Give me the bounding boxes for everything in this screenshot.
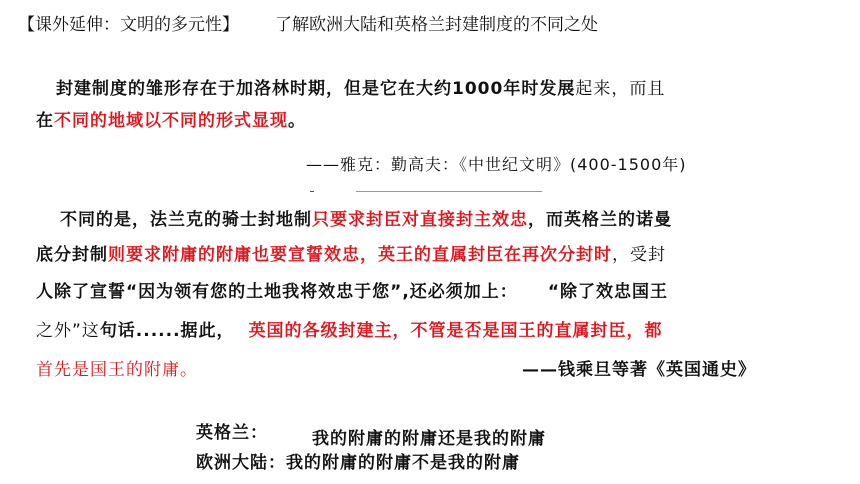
- summary-europe-text: 我的附庸的附庸不是我的附庸: [286, 453, 520, 473]
- quote2-line4-mid: 句话......据此，: [99, 321, 235, 341]
- title-right: 了解欧洲大陆和英格兰封建制度的不同之处: [275, 15, 598, 35]
- quote2-line2: [36, 240, 666, 265]
- quote1-line1: [56, 74, 665, 99]
- title-left: 【课外延伸：文明的多元性】: [18, 15, 239, 35]
- quote1-line1-tail: 起来，而且: [575, 79, 666, 99]
- quote2-line5: 首先是国王的附庸。: [36, 360, 198, 380]
- page-title: [18, 10, 598, 35]
- divider-line: [356, 191, 542, 192]
- divider-mark: [310, 191, 314, 192]
- quote2-line1: [60, 205, 672, 230]
- quote2-line1-text: 不同的是，法兰克的骑士封地制: [60, 210, 312, 230]
- quote1-source: ——雅克：勤高夫：《中世纪文明》(400-1500年): [306, 155, 687, 174]
- summary-europe-row: [196, 448, 520, 473]
- quote2-line3-text: 人除了宣誓“因为领有您的土地我将效忠于您”,还必须加上：: [36, 282, 518, 302]
- quote2-highlight-3: 英国的各级封建主，不管是否是国王的直属封臣，都: [248, 321, 663, 341]
- quote1-line2: [36, 106, 306, 131]
- quote2-line2-tail: ，受封: [612, 245, 666, 265]
- quote2-line1-tail: ，而英格兰的诺曼: [528, 210, 672, 230]
- quote2-highlight-1: 只要求封臣对直接封主效忠: [312, 210, 528, 230]
- quote2-highlight-2: 则要求附庸的附庸也要宣誓效忠，英王的直属封臣在再次分封时: [108, 245, 612, 265]
- quote2-line4-text: 之外”这: [36, 321, 100, 341]
- quote2-source: ——钱乘旦等著《英国通史》: [522, 360, 756, 380]
- quote2-line3: [36, 277, 668, 302]
- summary-europe-label: 欧洲大陆：: [196, 453, 286, 473]
- quote1-line1-text: 封建制度的雏形存在于加洛林时期，但是它在大约1000年时发展: [56, 79, 576, 99]
- quote1-line2-text: 在: [36, 111, 54, 131]
- quote2-line2-text: 底分封制: [36, 245, 108, 265]
- quote2-line4: [36, 316, 663, 341]
- summary-england-label: 英格兰：: [196, 423, 268, 443]
- quote1-line2-end: 。: [288, 111, 306, 131]
- quote2-line3-tail: “除了效忠国王: [547, 282, 668, 302]
- summary-england-text: 我的附庸的附庸还是我的附庸: [312, 429, 546, 449]
- quote1-highlight: 不同的地域以不同的形式显现: [54, 111, 288, 131]
